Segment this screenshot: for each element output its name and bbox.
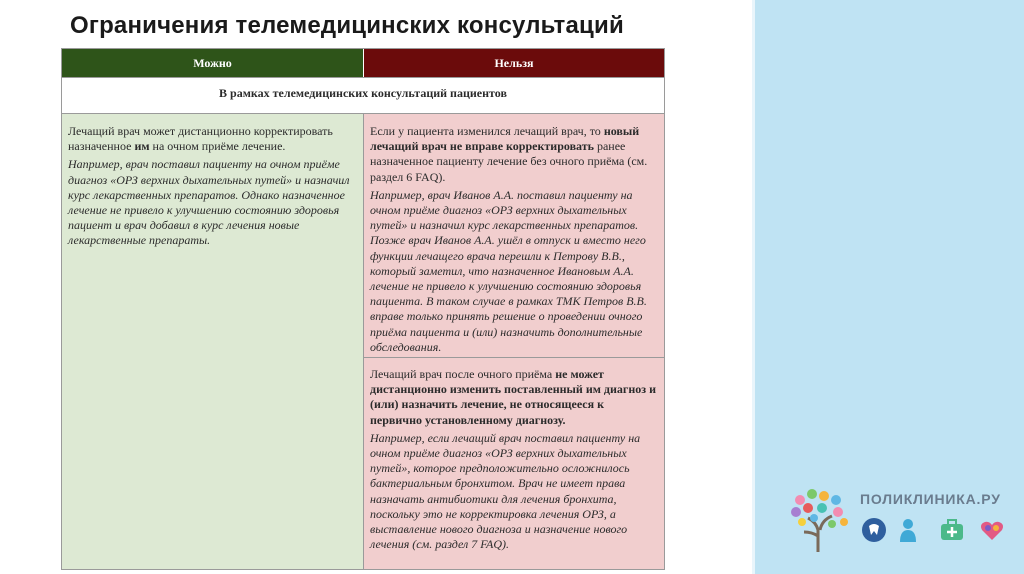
dentist-icon [894,516,922,544]
cannot-rule-1-text-c: ранее назначенное пациенту лечение без очного приёма (см. раздел 6 FAQ). [370,139,648,184]
can-rule-text-c: на очном приёме лечение. [149,139,286,154]
cannot-cell-1 [363,114,664,357]
cannot-rule-1-text-a: Если у пациента изменился лечащий врач, то [370,124,604,138]
cannot-rule-2-bold: не может дистанционно изменить поставленный им диагноз и (или) назначить лечение, не относящееся к первично установленному диагнозу. [370,367,657,427]
restrictions-table [61,48,665,570]
can-rule-bold: им [134,139,150,154]
page-title: Ограничения телемедицинских консультаций [70,12,624,39]
cannot-cell-2 [363,357,664,569]
colorful-hearts-tree-icon [788,486,854,554]
header-can: Можно [62,49,363,77]
medkit-icon [938,516,966,544]
can-rule [68,124,357,154]
can-rule-text-a: Лечащий врач может дистанционно корректировать назначенное [68,124,333,154]
cannot-rule-2-text-a: Лечащий врач после очного приёма [370,367,556,381]
cannot-example-1: Например, врач Иванов А.А. поставил пациенту на очном приёме диагноз «ОРЗ верхних дыхательных путей» и назначил курс лекарственных препаратов. Позже врач Иванов А.А. ушёл в отпуск и вместо него функции лечащего врача перешли к Петрову В.В., который заметил, что назначенное Ивановым А.А. лечение не привело к улучшению состоянию здоровья пациента. В таком случае в рамках ТМК Петров В.В. вправе только принять решение о проведении очного приёма пациента и (или) назначить дополнительные обследования. [370,187,647,354]
cannot-example-2: Например, если лечащий врач поставил пациенту на очном приёме диагноз «ОРЗ верхних дыхательных путей», которое предположительно осложнилось бактериальным бронхитом. Врач не имеет права назначать антибиотики для лечения бронхита, поскольку это не корректировка лечения ОРЗ, а выставление нового диагноза и назначение нового лечения (см. раздел 7 FAQ). [370,430,641,552]
header-cannot: Нельзя [363,49,664,77]
heart-icon [978,516,1006,544]
cannot-rule-1-bold: новый лечащий врач не вправе корректировать [370,124,640,154]
poliklinika-logo[interactable] [788,486,1018,556]
can-example: Например, врач поставил пациенту на очном приёме диагноз «ОРЗ верхних дыхательных путей» и назначил курс лекарственных препаратов. Однако назначенное лечение не привело к улучшению состоянию здоровья пациент и врач добавил в курс лечения новые лекарственные препараты. [68,157,350,248]
cannot-rule-2 [370,367,658,428]
sidebar-edge [752,0,755,574]
zub-ru-icon [860,516,888,544]
logo-text: ПОЛИКЛИНИКА.РУ [860,491,1001,507]
can-cell [62,114,363,569]
cannot-rule-1 [370,124,658,185]
table-subheader: В рамках телемедицинских консультаций пациентов [62,77,664,114]
